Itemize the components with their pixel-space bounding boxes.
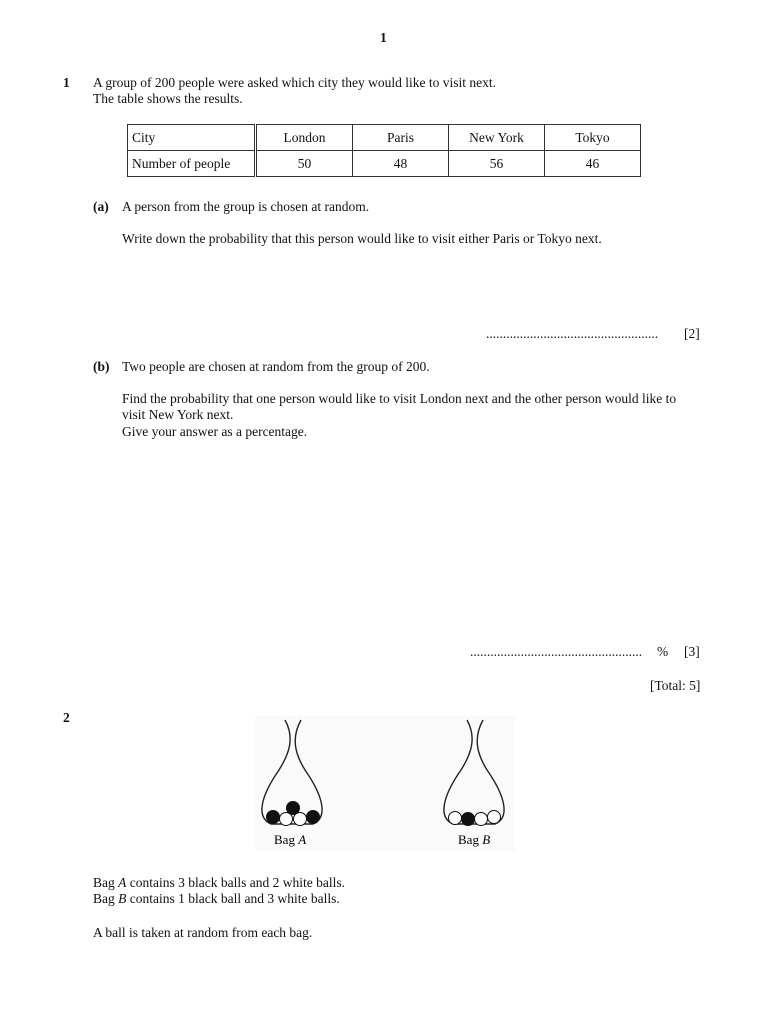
table-cell-count-tokyo: 46 <box>545 151 641 177</box>
part-a-answer-line[interactable]: ................................................... <box>486 326 659 341</box>
part-b-answer-line[interactable]: ................................................... <box>470 644 643 659</box>
part-b-line2: Find the probability that one person would like to visit London next and the other person would like to <box>122 391 677 406</box>
table-header-city: City <box>128 125 256 151</box>
question-1-number: 1 <box>63 75 70 90</box>
table-cell-count-newyork: 56 <box>449 151 545 177</box>
bag-a-white-ball <box>280 813 293 826</box>
bag-b-black-ball <box>462 813 475 826</box>
line2-rest: contains 1 black ball and 3 white balls. <box>126 891 340 906</box>
table-row-city <box>128 125 641 151</box>
line2-letter: B <box>118 891 127 906</box>
bag-a-black-ball <box>267 811 280 824</box>
diagram-background <box>255 716 515 851</box>
part-a-line2: Write down the probability that this person would like to visit either Paris or Tokyo next. <box>122 231 602 246</box>
question-2-line2 <box>93 891 340 907</box>
results-table <box>127 124 641 177</box>
question-1-intro-line1: A group of 200 people were asked which city they would like to visit next. <box>93 75 497 90</box>
bag-b-label: Bag B <box>458 832 491 847</box>
bag-b-white-ball <box>449 812 462 825</box>
line1-prefix: Bag <box>93 875 119 890</box>
part-b-unit: % <box>657 644 669 659</box>
table-cell-city-paris: Paris <box>353 125 449 151</box>
bag-a-label: Bag A <box>274 832 307 847</box>
table-cell-city-tokyo: Tokyo <box>545 125 641 151</box>
part-a-line1: A person from the group is chosen at random. <box>122 199 370 214</box>
part-b-marks: [3] <box>684 644 700 659</box>
question-2-line3: A ball is taken at random from each bag. <box>93 925 313 940</box>
table-header-number: Number of people <box>128 151 256 177</box>
table-cell-count-paris: 48 <box>353 151 449 177</box>
bags-diagram <box>255 716 515 851</box>
table-cell-count-london: 50 <box>256 151 353 177</box>
line1-rest: contains 3 black balls and 2 white balls. <box>126 875 345 890</box>
part-a-marks: [2] <box>684 326 700 341</box>
page-number: 1 <box>380 30 387 45</box>
question-1-total: [Total: 5] <box>650 678 701 693</box>
part-a-label: (a) <box>93 199 109 214</box>
part-b-line4: Give your answer as a percentage. <box>122 424 308 439</box>
line1-letter: A <box>118 875 127 890</box>
part-b-line3: visit New York next. <box>122 407 234 422</box>
question-2-number: 2 <box>63 710 70 725</box>
table-row-count <box>128 151 641 177</box>
question-2-line1 <box>93 875 345 891</box>
bag-a-white-ball <box>294 813 307 826</box>
bag-b-white-ball <box>475 813 488 826</box>
bag-a-black-ball <box>307 811 320 824</box>
part-b-label: (b) <box>93 359 110 374</box>
question-1-intro-line2: The table shows the results. <box>93 91 243 106</box>
bag-b-white-ball <box>488 811 501 824</box>
line2-prefix: Bag <box>93 891 119 906</box>
table-cell-city-newyork: New York <box>449 125 545 151</box>
table-cell-city-london: London <box>256 125 353 151</box>
part-b-line1: Two people are chosen at random from the group of 200. <box>122 359 430 374</box>
